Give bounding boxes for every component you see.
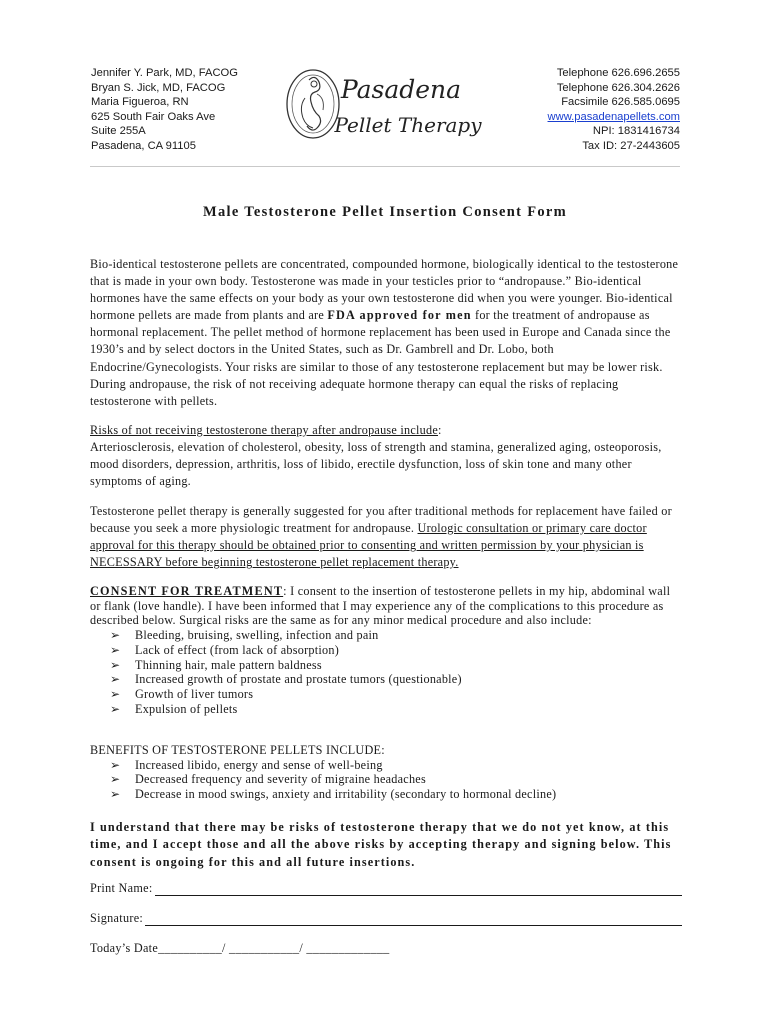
arrow-bullet-icon: ➢ [110, 787, 121, 802]
signature-label: Signature: [90, 911, 144, 925]
suite: Suite 255A [91, 125, 146, 138]
date-field[interactable] [90, 941, 682, 956]
risks-paragraph: Risks of not receiving testosterone therapy after andropause include: Arteriosclerosis, elevation of cholesterol, obesity, loss of strength and stamina, generalized aging, osteoporosis, mood disorders, depression, arthritis, loss of libido, erectile dysfunction, loss of skin tone and many other symptoms of aging. [90, 423, 662, 489]
header-divider [90, 166, 680, 167]
risks-heading: Risks of not receiving testosterone therapy after andropause include [90, 423, 438, 437]
arrow-bullet-icon: ➢ [110, 642, 121, 657]
practice-address-block [91, 66, 238, 154]
provider-name: Bryan S. Jick, MD, FACOG [91, 81, 226, 94]
logo-emblem-icon [283, 58, 493, 148]
provider-name: Jennifer Y. Park, MD, FACOG [91, 67, 238, 79]
arrow-bullet-icon: ➢ [110, 686, 121, 701]
therapy-paragraph: Testosterone pellet therapy is generally suggested for you after traditional methods for replacement have failed or because you seek a more physiologic treatment for andropause. Urologic consultation or primary care doctor approval for this therapy should be obtained prior to consenting and written permission by your physician is NECESSARY before beginning testosterone pellet replacement therapy. [90, 504, 672, 570]
svg-text:Pellet Therapy: Pellet Therapy [334, 113, 482, 137]
provider-name: Maria Figueroa, RN [91, 96, 189, 109]
signature-line[interactable] [145, 912, 682, 926]
physician-approval-notice: Urologic consultation or primary care doctor approval for this therapy should be obtained prior to consenting and written permission by your physician is NECESSARY before beginning testosterone pellet replacement therapy. [90, 521, 647, 570]
list-item: ➢ Decreased frequency and severity of migraine headaches [110, 772, 426, 787]
list-item: ➢ Lack of effect (from lack of absorption) [110, 642, 340, 657]
pasadena-pellet-therapy-logo [283, 58, 493, 148]
intro-paragraph: Bio-identical testosterone pellets are concentrated, compounded hormone, biologically identical to the testosterone that is made in your own body. Testosterone was made in your testicles prior to “andropause.” Bio-identical hormones have the same effects on your body as your own testosterone did when you were younger. Bio-identical hormone pellets are made from plants and are FDA approved for men for the treatment of andropause as hormonal replacement. The pellet method of hormone replacement has been used in Europe and Canada since the 1930’s and by select doctors in the United States, such as Dr. Gambrell and Dr. Lobo, both Endocrine/Gynecologists. Your risks are similar to those of any testosterone replacement but may be lower risk. During andropause, the risk of not receiving adequate hormone therapy can equal the risks of replacing testosterone with pellets. [90, 257, 679, 408]
telephone-2: Telephone 626.304.2626 [556, 81, 680, 94]
facsimile: Facsimile 626.585.0695 [561, 96, 680, 109]
arrow-bullet-icon: ➢ [110, 672, 121, 687]
complications-list [90, 628, 680, 716]
date-label: Today’s Date [90, 941, 159, 955]
arrow-bullet-icon: ➢ [110, 657, 121, 672]
arrow-bullet-icon: ➢ [110, 772, 121, 787]
city-state-zip: Pasadena, CA 91105 [91, 139, 196, 152]
arrow-bullet-icon: ➢ [110, 757, 121, 772]
tax-id: Tax ID: 27-2443605 [582, 139, 680, 152]
npi-number: NPI: 1831416734 [592, 125, 680, 138]
list-item: ➢ Bleeding, bruising, swelling, infection and pain [110, 628, 379, 643]
list-item: ➢ Thinning hair, male pattern baldness [110, 657, 322, 672]
print-name-field[interactable] [90, 881, 682, 896]
acknowledgement-statement: I understand that there may be risks of testosterone therapy that we do not yet know, at this time, and I accept those and all the above risks by accepting therapy and signing below. This consent is ongoing for this and all future insertions. [90, 820, 672, 869]
arrow-bullet-icon: ➢ [110, 628, 121, 643]
list-item: ➢ Decrease in mood swings, anxiety and irritability (secondary to hormonal decline) [110, 787, 557, 802]
print-name-label: Print Name: [90, 881, 153, 895]
list-item: ➢ Increased libido, energy and sense of well-being [110, 757, 383, 772]
consent-heading: CONSENT FOR TREATMENT [90, 584, 284, 598]
list-item: ➢ Increased growth of prostate and prostate tumors (questionable) [110, 672, 462, 687]
form-title: Male Testosterone Pellet Insertion Consent Form [202, 204, 568, 220]
date-blank[interactable]: __________/ ___________/ _____________ [158, 941, 390, 955]
street-address: 625 South Fair Oaks Ave [91, 110, 216, 123]
arrow-bullet-icon: ➢ [110, 701, 121, 716]
benefits-heading: BENEFITS OF TESTOSTERONE PELLETS INCLUDE: [90, 743, 385, 757]
fda-approved-text: FDA approved for men [327, 308, 472, 323]
svg-text:Pasadena: Pasadena [340, 75, 462, 104]
risks-list-text: Arteriosclerosis, elevation of cholesterol, obesity, loss of strength and stamina, generalized aging, osteoporosis, mood disorders, depression, arthritis, loss of libido, erectile dysfunction, loss of skin tone and many other symptoms of aging. [90, 440, 662, 489]
benefits-list [90, 758, 680, 802]
list-item: ➢ Growth of liver tumors [110, 686, 254, 701]
website-link[interactable]: www.pasadenapellets.com [547, 110, 680, 123]
signature-field[interactable] [90, 911, 682, 926]
print-name-line[interactable] [155, 882, 682, 896]
benefits-section [90, 743, 680, 802]
telephone-1: Telephone 626.696.2655 [556, 67, 680, 79]
list-item: ➢ Expulsion of pellets [110, 701, 238, 716]
consent-section: CONSENT FOR TREATMENT: I consent to the insertion of testosterone pellets in my hip, abdominal wall or flank (love handle). I have been informed that I may experience any of the complications to this procedure as described below. Surgical risks are the same as for any minor medical procedure and also include: ➢ Bleeding, bruising, swelling, infection and pain ➢ Lack of effect (from lack of absorption) ➢ Thinning hair, male pattern baldness ➢ Increased growth of prostate and prostate tumors (questionable) ➢ Growth of liver tumors ➢ Expulsion of pellets [90, 584, 680, 716]
contact-block [548, 66, 680, 154]
